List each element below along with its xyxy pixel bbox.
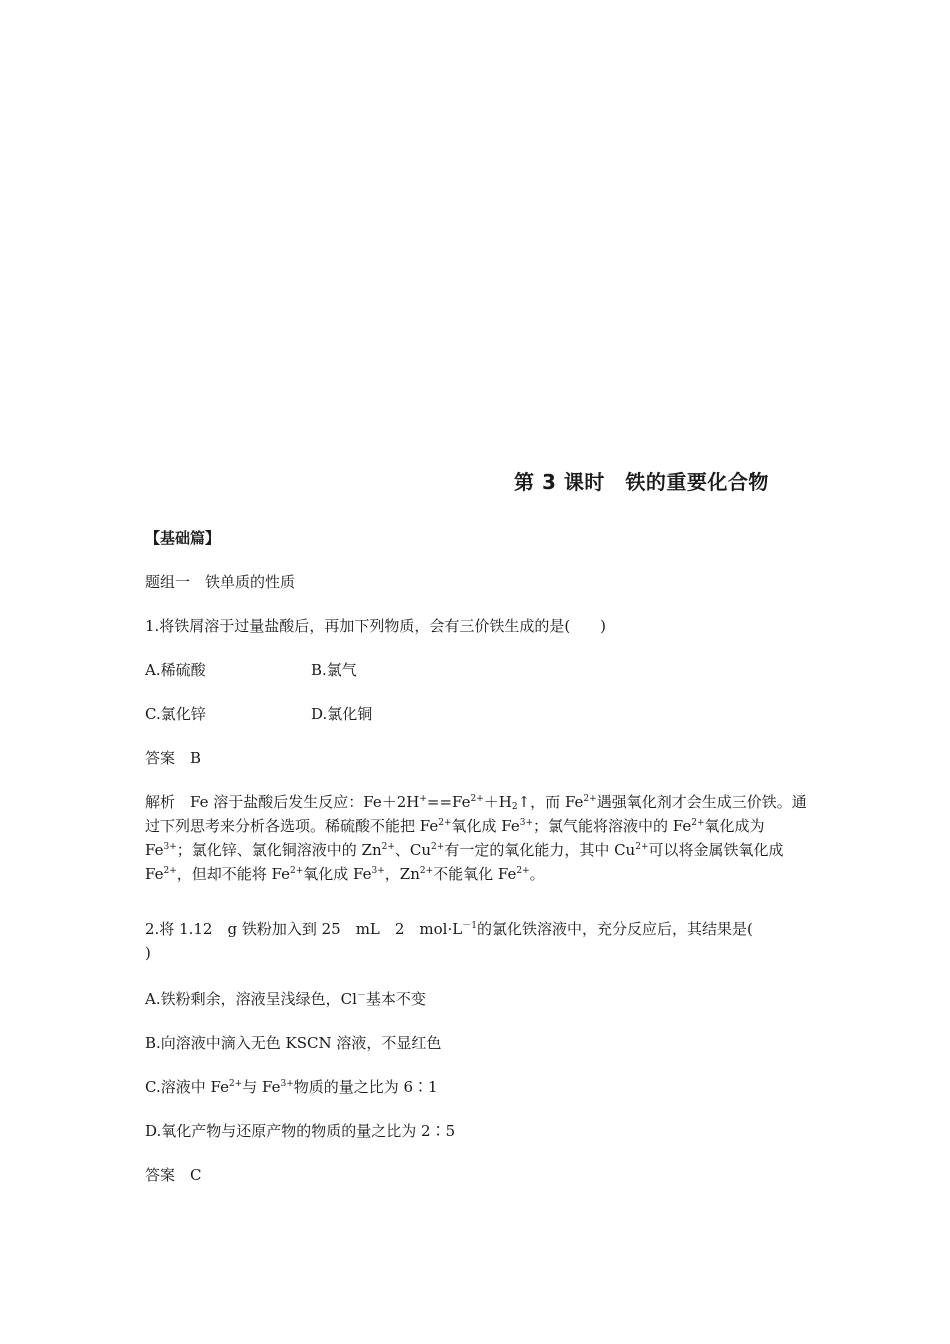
sup: 2+ (381, 842, 395, 852)
sup: 2+ (228, 1079, 243, 1089)
question-2-option-a (145, 988, 426, 1011)
text: 的氯化铁溶液中，充分反应后，其结果是( (476, 920, 753, 938)
sup: 2+ (470, 794, 484, 804)
text: 氧化成为 Fe (145, 817, 765, 859)
text: ，但却不能将 Fe (176, 865, 290, 883)
text: ＋H (483, 793, 512, 811)
sup: 2+ (419, 866, 434, 876)
sup: 2+ (516, 866, 530, 876)
text: 不能氧化 Fe (433, 865, 517, 883)
question-group-title: 题组一 铁单质的性质 (145, 573, 296, 591)
text: 与 Fe (242, 1078, 281, 1096)
question-1-answer: 答案 B (145, 749, 202, 767)
sup: 2+ (438, 818, 452, 828)
option-c: C.氯化锌 (145, 705, 206, 723)
sup: 2+ (583, 794, 597, 804)
sup: 3+ (163, 842, 177, 852)
text: 可以将金属铁氧化成 Fe (145, 841, 784, 883)
section-heading: 【基础篇】 (145, 529, 221, 547)
text: 、Cu (394, 841, 432, 859)
text: 2.将 1.12 g 铁粉加入到 25 mL 2 mol·L (145, 920, 463, 938)
question-2-option-b: B.向溶液中滴入无色 KSCN 溶液，不显红色 (145, 1034, 442, 1052)
question-1-analysis (145, 790, 807, 886)
sup: 2+ (163, 866, 177, 876)
text: A.铁粉剩余，溶液呈浅绿色，Cl (145, 990, 357, 1008)
analysis-label: 解析 (145, 793, 176, 811)
text: Fe 溶于盐酸后发生反应：Fe＋2H (175, 793, 420, 811)
sup: + (419, 794, 427, 804)
option-a: A.稀硫酸 (145, 661, 206, 679)
sup: 3+ (371, 866, 385, 876)
question-2-option-c (145, 1076, 438, 1099)
sup: 2+ (691, 818, 705, 828)
text: 遇强氧化剂才会生成三价铁。通过下列思考来分析各选项。稀硫酸不能把 Fe (145, 793, 807, 835)
question-2-answer: 答案 C (145, 1166, 202, 1184)
sup: －1 (462, 921, 477, 931)
sup: 2+ (431, 842, 445, 852)
text: 。 (529, 865, 545, 883)
text: 氧化成 Fe (303, 865, 372, 883)
text: ，Zn (384, 865, 420, 883)
question-1-options-row-2 (145, 703, 645, 726)
question-1-stem: 1.将铁屑溶于过量盐酸后，再加下列物质，会有三价铁生成的是( ) (145, 617, 607, 635)
text: 物质的量之比为 6∶1 (293, 1078, 438, 1096)
text: 有一定的氧化能力，其中 Cu (444, 841, 636, 859)
sup: － (356, 991, 366, 1001)
question-2-stem-line-1 (145, 918, 753, 941)
question-1-options-row-1 (145, 659, 645, 682)
text: 氧化成 Fe (451, 817, 520, 835)
text: ==Fe (426, 793, 471, 811)
page-title: 第 3 课时 铁的重要化合物 (514, 470, 769, 494)
sup: 3+ (280, 1079, 294, 1089)
question-2-stem-line-2: ) (145, 944, 151, 962)
sup: 2+ (289, 866, 304, 876)
text: ↑，而 Fe (517, 793, 584, 811)
text: C.溶液中 Fe (145, 1078, 229, 1096)
text: 基本不变 (365, 990, 426, 1008)
sup: 3+ (519, 818, 534, 828)
sup: 2+ (635, 842, 649, 852)
option-d: D.氯化铜 (311, 705, 373, 723)
option-b: B.氯气 (311, 661, 357, 679)
text: ；氯气能将溶液中的 Fe (533, 817, 692, 835)
text: ；氯化锌、氯化铜溶液中的 Zn (176, 841, 382, 859)
question-2-option-d: D.氧化产物与还原产物的物质的量之比为 2∶5 (145, 1122, 456, 1140)
sub: 2 (511, 802, 518, 812)
